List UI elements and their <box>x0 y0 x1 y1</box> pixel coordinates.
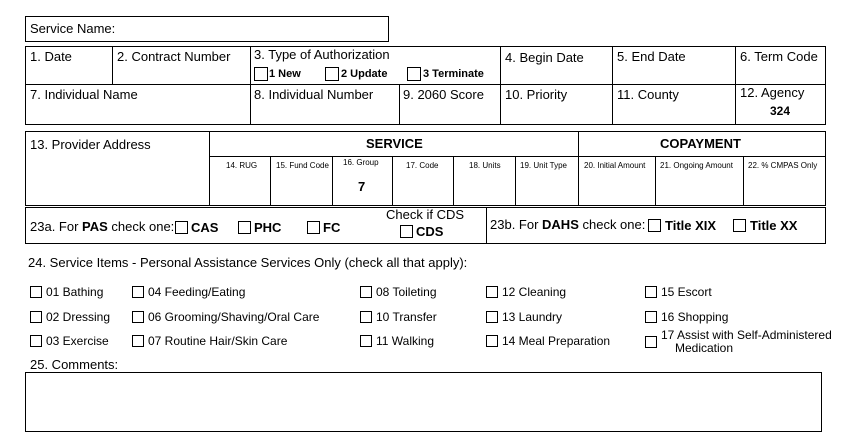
col-unit-type-label: 19. Unit Type <box>520 161 567 170</box>
item-01-label: 01 Bathing <box>46 285 104 299</box>
item-13-label: 13 Laundry <box>502 310 563 324</box>
item-06-checkbox[interactable] <box>132 311 144 323</box>
col-group-label: 16. Group <box>343 158 379 167</box>
copayment-header: COPAYMENT <box>660 136 741 151</box>
col-divider <box>209 131 210 206</box>
pas-fc-label: FC <box>323 220 341 235</box>
item-02-checkbox[interactable] <box>30 311 42 323</box>
type-of-authorization-label: 3. Type of Authorization <box>254 47 390 62</box>
auth-new-checkbox[interactable] <box>254 67 268 81</box>
col-divider <box>332 156 333 206</box>
dahs-title-xx-label: Title XX <box>750 218 798 233</box>
comments-label: 25. Comments: <box>30 357 119 372</box>
col-divider <box>453 156 454 206</box>
dahs-title-xix-label: Title XIX <box>665 218 717 233</box>
provider-address-label: 13. Provider Address <box>30 137 151 152</box>
score-2060-label: 9. 2060 Score <box>403 87 484 102</box>
col-initial-amount-label: 20. Initial Amount <box>584 161 646 170</box>
item-17-checkbox[interactable] <box>645 336 657 348</box>
cds-checkbox[interactable] <box>400 225 413 238</box>
service-header: SERVICE <box>366 136 423 151</box>
item-08-checkbox[interactable] <box>360 286 372 298</box>
auth-update-checkbox[interactable] <box>325 67 339 81</box>
cds-option-label: CDS <box>416 224 444 239</box>
item-14-label: 14 Meal Preparation <box>502 334 611 348</box>
dahs-label: 23b. For DAHS check one: <box>490 217 646 232</box>
item-17-label-line1: 17 Assist with Self-Administered <box>661 328 832 342</box>
item-11-label: 11 Walking <box>376 334 435 348</box>
pas-phc-label: PHC <box>254 220 282 235</box>
item-01-checkbox[interactable] <box>30 286 42 298</box>
item-12-label: 12 Cleaning <box>502 285 567 299</box>
col-fund-code-label: 15. Fund Code <box>276 161 329 170</box>
pas-phc-checkbox[interactable] <box>238 221 251 234</box>
group-value: 7 <box>358 179 366 194</box>
row-divider <box>209 156 826 157</box>
item-10-checkbox[interactable] <box>360 311 372 323</box>
end-date-label: 5. End Date <box>617 49 686 64</box>
item-12-checkbox[interactable] <box>486 286 498 298</box>
col-ongoing-amount-label: 21. Ongoing Amount <box>660 161 733 170</box>
item-03-checkbox[interactable] <box>30 335 42 347</box>
item-06-label: 06 Grooming/Shaving/Oral Care <box>148 310 320 324</box>
pas-label: 23a. For PAS check one: <box>30 219 175 234</box>
comments-field[interactable] <box>25 372 822 432</box>
contract-number-label: 2. Contract Number <box>117 49 231 64</box>
item-10-label: 10 Transfer <box>376 310 437 324</box>
item-13-checkbox[interactable] <box>486 311 498 323</box>
agency-value: 324 <box>770 104 791 118</box>
col-code-label: 17. Code <box>406 161 439 170</box>
begin-date-label: 4. Begin Date <box>505 50 584 65</box>
term-code-label: 6. Term Code <box>740 49 818 64</box>
col-divider <box>392 156 393 206</box>
item-08-label: 08 Toileting <box>376 285 437 299</box>
col-divider <box>743 156 744 206</box>
item-16-label: 16 Shopping <box>661 310 729 324</box>
item-02-label: 02 Dressing <box>46 310 111 324</box>
item-03-label: 03 Exercise <box>46 334 109 348</box>
priority-label: 10. Priority <box>505 87 568 102</box>
auth-update-label: 2 Update <box>341 68 388 80</box>
item-16-checkbox[interactable] <box>645 311 657 323</box>
pas-cas-label: CAS <box>191 220 219 235</box>
item-04-checkbox[interactable] <box>132 286 144 298</box>
pas-cas-checkbox[interactable] <box>175 221 188 234</box>
dahs-title-xix-checkbox[interactable] <box>648 219 661 232</box>
individual-number-label: 8. Individual Number <box>254 87 374 102</box>
col-divider <box>515 156 516 206</box>
item-07-checkbox[interactable] <box>132 335 144 347</box>
col-rug-label: 14. RUG <box>226 161 258 170</box>
item-04-label: 04 Feeding/Eating <box>148 285 246 299</box>
service-items-heading: 24. Service Items - Personal Assistance Services Only (check all that apply): <box>28 255 468 270</box>
agency-label: 12. Agency <box>740 85 805 100</box>
item-07-label: 07 Routine Hair/Skin Care <box>148 334 288 348</box>
auth-new-label: 1 New <box>269 68 301 80</box>
col-divider <box>655 156 656 206</box>
item-14-checkbox[interactable] <box>486 335 498 347</box>
pas-fc-checkbox[interactable] <box>307 221 320 234</box>
auth-terminate-checkbox[interactable] <box>407 67 421 81</box>
item-15-label: 15 Escort <box>661 285 712 299</box>
col-units-label: 18. Units <box>469 161 501 170</box>
item-11-checkbox[interactable] <box>360 335 372 347</box>
dahs-title-xx-checkbox[interactable] <box>733 219 746 232</box>
item-15-checkbox[interactable] <box>645 286 657 298</box>
date-label: 1. Date <box>30 49 72 64</box>
col-divider <box>578 131 579 206</box>
auth-terminate-label: 3 Terminate <box>423 68 484 80</box>
col-divider <box>486 207 487 244</box>
col-divider <box>270 156 271 206</box>
county-label: 11. County <box>617 87 679 102</box>
item-17-label-line2: Medication <box>675 341 734 355</box>
col-cmpas-only-label: 22. % CMPAS Only <box>748 161 818 170</box>
service-name-label: Service Name: <box>30 21 116 36</box>
cds-label: Check if CDS <box>386 207 465 222</box>
individual-name-label: 7. Individual Name <box>30 87 138 102</box>
